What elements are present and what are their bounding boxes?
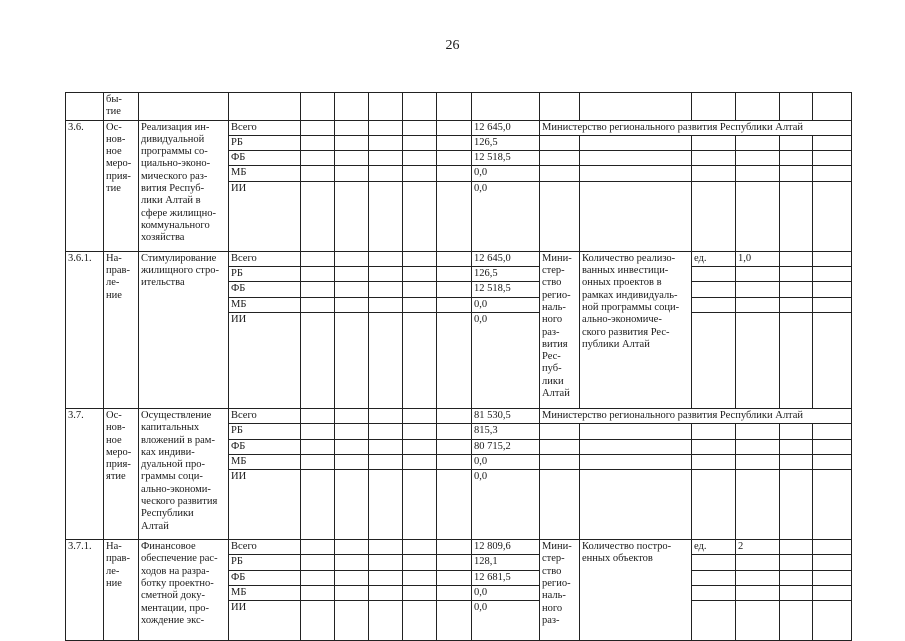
fund-value: 81 530,5 bbox=[472, 408, 540, 423]
fund-value: 0,0 bbox=[472, 470, 540, 540]
cell-name: Стимулирование жилищного стро- ительства bbox=[139, 251, 229, 408]
program-table bbox=[65, 92, 852, 641]
indicator-unit: ед. bbox=[692, 251, 736, 266]
indicator-name: Количество постро- енных объектов bbox=[580, 540, 692, 641]
fund-source: МБ bbox=[229, 297, 301, 312]
indicator-target: 2 bbox=[736, 540, 780, 555]
fund-source: РБ bbox=[229, 267, 301, 282]
cell-type: На- прав- ле- ние bbox=[104, 251, 139, 408]
cell-num: 3.6. bbox=[66, 120, 104, 251]
cell-type: бы- тие bbox=[104, 93, 139, 121]
indicator-name: Количество реализо- ванных инвестици- онных проектов в рамках индивидуаль- ной программы соци- ально-экономиче- ского развития Рес- публики Алтай bbox=[580, 251, 692, 408]
fund-source: ФБ bbox=[229, 151, 301, 166]
fund-source: ИИ bbox=[229, 312, 301, 408]
responsible-ministry: Министерство регионального развития Республики Алтай bbox=[540, 120, 852, 135]
table-row bbox=[66, 251, 852, 266]
fund-value: 0,0 bbox=[472, 181, 540, 251]
fund-source: РБ bbox=[229, 424, 301, 439]
table-row bbox=[66, 120, 852, 135]
fund-value: 12 645,0 bbox=[472, 120, 540, 135]
fund-source: МБ bbox=[229, 166, 301, 181]
fund-source: МБ bbox=[229, 454, 301, 469]
fund-value: 12 518,5 bbox=[472, 151, 540, 166]
fund-source: ФБ bbox=[229, 282, 301, 297]
cell-type: Ос- нов- ное меро- прия- тие bbox=[104, 120, 139, 251]
fund-source: ИИ bbox=[229, 470, 301, 540]
fund-value: 12 809,6 bbox=[472, 540, 540, 555]
indicator-target: 1,0 bbox=[736, 251, 780, 266]
fund-source: РБ bbox=[229, 555, 301, 570]
table-row bbox=[66, 540, 852, 555]
fund-source: Всего bbox=[229, 408, 301, 423]
cell-num: 3.6.1. bbox=[66, 251, 104, 408]
cell-name: Финансовое обеспечение рас- ходов на разра- ботку проектно- сметной доку- ментации, про- хождение экс- bbox=[139, 540, 229, 641]
fund-value: 0,0 bbox=[472, 312, 540, 408]
indicator-unit: ед. bbox=[692, 540, 736, 555]
fund-value: 815,3 bbox=[472, 424, 540, 439]
fund-value: 128,1 bbox=[472, 555, 540, 570]
cell-num bbox=[66, 93, 104, 121]
fund-source: Всего bbox=[229, 120, 301, 135]
fund-value: 12 645,0 bbox=[472, 251, 540, 266]
fund-source: Всего bbox=[229, 540, 301, 555]
table-row bbox=[66, 93, 852, 121]
table-row bbox=[66, 408, 852, 423]
fund-value: 0,0 bbox=[472, 166, 540, 181]
responsible-ministry: Мини- стер- ство регио- наль- ного раз- bbox=[540, 540, 580, 641]
fund-source: ИИ bbox=[229, 601, 301, 641]
cell-name: Осуществление капитальных вложений в рам- ках индиви- дуальной про- граммы соци- ально-экономи- ческого развития Республики Алтай bbox=[139, 408, 229, 539]
fund-value: 0,0 bbox=[472, 601, 540, 641]
fund-value: 126,5 bbox=[472, 267, 540, 282]
fund-value: 0,0 bbox=[472, 454, 540, 469]
cell-name: Реализация ин- дивидуальной программы со- циально-эконо- мического раз- вития Респуб- лики Алтай в сфере жилищно- коммунального хозяйства bbox=[139, 120, 229, 251]
fund-source: ИИ bbox=[229, 181, 301, 251]
fund-source: МБ bbox=[229, 586, 301, 601]
fund-source: ФБ bbox=[229, 570, 301, 585]
fund-value: 0,0 bbox=[472, 297, 540, 312]
fund-source: ФБ bbox=[229, 439, 301, 454]
fund-value: 0,0 bbox=[472, 586, 540, 601]
cell-type: Ос- нов- ное меро- прия- ятие bbox=[104, 408, 139, 539]
page-number: 26 bbox=[445, 38, 460, 53]
fund-value: 12 681,5 bbox=[472, 570, 540, 585]
responsible-ministry: Министерство регионального развития Республики Алтай bbox=[540, 408, 852, 423]
responsible-ministry: Мини- стер- ство регио- наль- ного раз- вития Рес- пуб- лики Алтай bbox=[540, 251, 580, 408]
fund-value: 12 518,5 bbox=[472, 282, 540, 297]
cell-num: 3.7.1. bbox=[66, 540, 104, 641]
fund-value: 80 715,2 bbox=[472, 439, 540, 454]
fund-source: Всего bbox=[229, 251, 301, 266]
cell-type: На- прав- ле- ние bbox=[104, 540, 139, 641]
fund-value: 126,5 bbox=[472, 135, 540, 150]
cell-num: 3.7. bbox=[66, 408, 104, 539]
fund-source: РБ bbox=[229, 135, 301, 150]
